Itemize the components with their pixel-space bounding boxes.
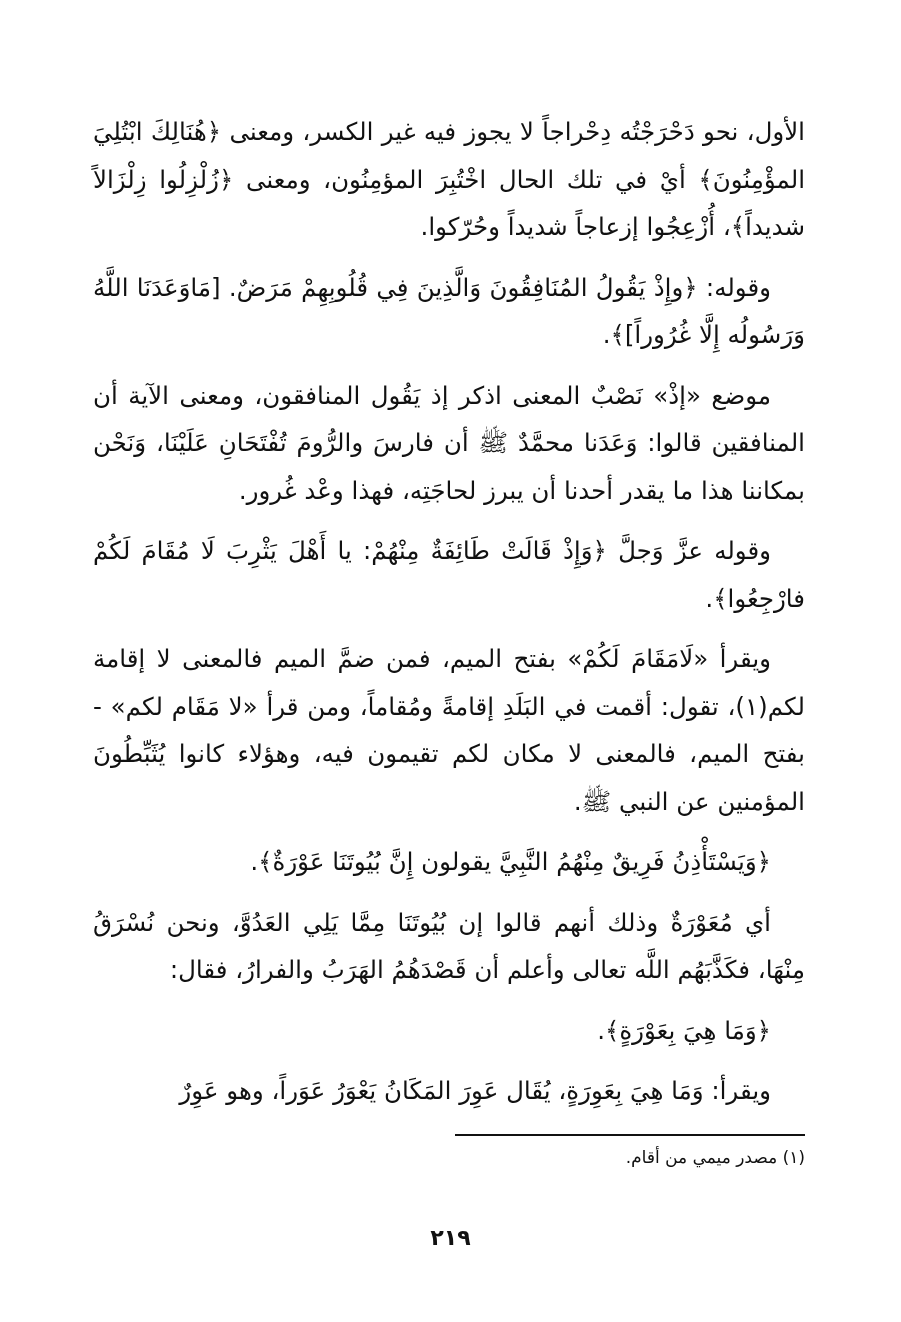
footnote-divider (455, 1134, 805, 1136)
body-text (93, 108, 805, 1128)
page-number: ٢١٩ (430, 1226, 471, 1251)
paragraph-9: ويقرأ: وَمَا هِيَ بِعَوِرَةٍ، يُقَال عَوِرَ المَكَانُ يَعْوَرُ عَوَراً، وهو عَوِرٌ (179, 1076, 771, 1105)
paragraph-7: أي مُعَوْرَةٌ وذلك أنهم قالوا إن بُيُوتَنَا مِمَّا يَلِي العَدُوَّ، ونحن نُسْرَقُ مِنْهَا، فكَذَّبَهُم اللَّه تعالى وأعلم أن قَصْدَهُمُ الهَرَبُ والفرارُ، فقال: (93, 907, 805, 984)
paragraph-8: ﴿وَمَا هِيَ بِعَوْرَةٍ﴾. (597, 1015, 771, 1045)
paragraph-3: موضع «إذْ» نَصْبٌ المعنى اذكر إذ يَقُول المنافقون، ومعنى الآية أن المنافقين قالوا: وَعَدَنا محمَّدٌ ﷺ أن فارسَ والرُّومَ تُفْتَحَانِ عَلَيْنَا، وَنَحْن بمكاننا هذا ما يقدر أحدنا أن يبرز لحاجَتِه، فهذا وعْد غُرور. (93, 380, 805, 505)
paragraph-1: الأول، نحو دَحْرَجْتُه دِحْراجاً لا يجوز فيه غير الكسر، ومعنى ﴿هُنَالِكَ ابْتُلِيَ المؤْمِنُونَ﴾ أيْ في تلك الحال اخْتُبِرَ المؤمِنُون، ومعنى ﴿زُلْزِلُوا زِلْزَالاً شديداً﴾، أُزْعِجُوا إزعاجاً شديداً وحُرّكوا. (93, 117, 805, 241)
paragraph-6: ﴿وَيَسْتَأْذِنُ فَرِيقٌ مِنْهُمُ النَّبِيَّ يقولون إِنَّ بُيُوتَنَا عَوْرَةٌ﴾. (250, 847, 771, 876)
paragraph-5: ويقرأ «لَامَقَامَ لَكُمْ» بفتح الميم، فمن ضمَّ الميم فالمعنى لا إقامة لكم(١)، تقول: أقمت في البَلَدِ إقامةً ومُقاماً، ومن قرأ «لا مَقَام لكم» - بفتح الميم، فالمعنى لا مكان لكم تقيمون فيه، وهؤلاء كانوا يُثَبِّطُونَ المؤمنين عن النبي ﷺ. (93, 644, 805, 816)
paragraph-2: وقوله: ﴿وإِذْ يَقُولُ المُنَافِقُونَ وَالَّذِينَ فِي قُلُوبِهِمْ مَرَضٌ. [مَاوَعَدَنَا اللَّهُ وَرَسُولُه إِلَّا غُرُوراً]﴾. (93, 272, 805, 349)
footnote: (١) مصدر ميمي من أقام. (625, 1148, 805, 1168)
paragraph-4: وقوله عزَّ وَجلَّ ﴿وَإِذْ قَالَتْ طَائِفَةٌ مِنْهُمْ: يا أَهْلَ يَثْرِبَ لَا مُقَامَ لَكُمْ فارْجِعُوا﴾. (93, 536, 805, 613)
